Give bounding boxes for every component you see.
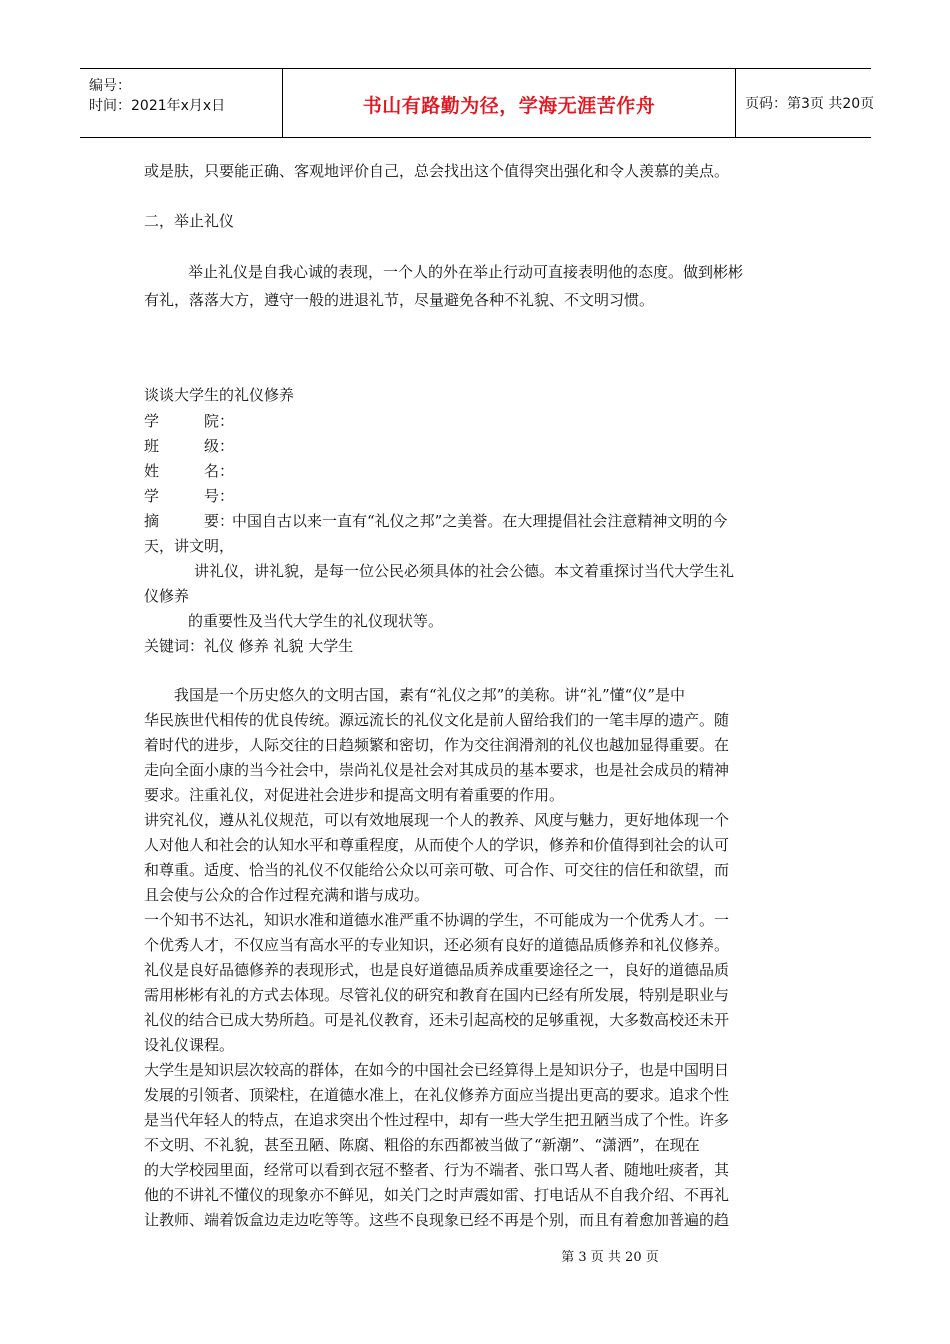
time-label: 时间：2021年x月x日	[89, 98, 226, 114]
field-label: 级：	[204, 437, 235, 455]
field-label: 学	[144, 412, 160, 430]
paragraph-continued: 或是肤，只要能正确、客观地评价自己，总会找出这个值得突出强化和令人羡慕的美点。	[144, 162, 730, 180]
field-student-id	[144, 486, 235, 506]
abstract-label: 要：	[204, 512, 235, 530]
header-meta-cell	[80, 69, 282, 137]
field-label: 名：	[204, 462, 235, 480]
number-label: 编号：	[89, 78, 131, 94]
abstract-label: 摘	[144, 512, 160, 530]
paragraph-line: 华民族世代相传的优良传统。源远流长的礼仪文化是前人留给我们的一笔丰厚的遗产。随	[144, 711, 730, 729]
header-motto-cell	[282, 69, 736, 137]
paragraph-line: 走向全面小康的当今社会中，崇尚礼仪是社会对其成员的基本要求，也是社会成员的精神	[144, 761, 730, 779]
field-name	[144, 461, 235, 481]
paragraph-line: 需用彬彬有礼的方式去体现。尽管礼仪的研究和教育在国内已经有所发展，特别是职业与	[144, 986, 730, 1004]
abstract	[144, 511, 727, 531]
paragraph-line: 设礼仪课程。	[144, 1036, 235, 1054]
paragraph-line: 有礼，落落大方，遵守一般的进退礼节，尽量避免各种不礼貌、不文明习惯。	[144, 291, 655, 309]
header-page-cell	[735, 69, 875, 137]
article-title: 谈谈大学生的礼仪修养	[144, 386, 295, 404]
paragraph-line: 让教师、端着饭盒边走边吃等等。这些不良现象已经不再是个别，而且有着愈加普遍的趋	[144, 1211, 730, 1229]
paragraph-line: 个优秀人才，不仅应当有高水平的专业知识，还必须有良好的道德品质修养和礼仪修养。	[144, 936, 730, 954]
field-class	[144, 436, 235, 456]
paragraph-line: 他的不讲礼不懂仪的现象亦不鲜见，如关门之时声震如雷、打电话从不自我介绍、不再礼	[144, 1186, 730, 1204]
field-college	[144, 411, 235, 431]
abstract-line: 仪修养	[144, 587, 190, 605]
field-label: 号：	[204, 487, 235, 505]
field-label: 学	[144, 487, 160, 505]
abstract-line: 天，讲文明，	[144, 537, 235, 555]
paragraph-line: 我国是一个历史悠久的文明古国，素有“礼仪之邦”的美称。讲“礼”懂“仪”是中	[174, 686, 686, 704]
field-label: 院：	[204, 412, 235, 430]
section-heading: 二，举止礼仪	[144, 212, 235, 230]
keywords: 关键词：礼仪 修养 礼貌 大学生	[144, 637, 354, 655]
paragraph-line: 礼仪是良好品德修养的表现形式，也是良好道德品质养成重要途径之一，良好的道德品质	[144, 961, 730, 979]
paragraph-line: 不文明、不礼貌，甚至丑陋、陈腐、粗俗的东西都被当做了“新潮”、“潇洒”，在现在	[144, 1136, 700, 1154]
page-info: 页码：第3页 共20页	[745, 96, 875, 112]
paragraph-line: 礼仪的结合已成大势所趋。可是礼仪教育，还未引起高校的足够重视，大多数高校还未开	[144, 1011, 730, 1029]
page-header	[80, 68, 875, 138]
paragraph-line: 举止礼仪是自我心诚的表现，一个人的外在举止行动可直接表明他的态度。做到彬彬	[188, 263, 744, 281]
paragraph-line: 一个知书不达礼，知识水准和道德水准严重不协调的学生，不可能成为一个优秀人才。一	[144, 911, 730, 929]
paragraph-line: 是当代年轻人的特点，在追求突出个性过程中，却有一些大学生把丑陋当成了个性。许多	[144, 1111, 730, 1129]
paragraph-line: 且会使与公众的合作过程充满和谐与成功。	[144, 886, 430, 904]
abstract-line: 讲礼仪，讲礼貌，是每一位公民必须具体的社会公德。本文着重探讨当代大学生礼	[194, 562, 735, 580]
motto: 书山有路勤为径，学海无涯苦作舟	[362, 95, 656, 117]
paragraph-line: 和尊重。适度、恰当的礼仪不仅能给公众以可亲可敬、可合作、可交往的信任和欲望，而	[144, 861, 730, 879]
paragraph-line: 讲究礼仪，遵从礼仪规范，可以有效地展现一个人的教养、风度与魅力，更好地体现一个	[144, 811, 730, 829]
field-label: 姓	[144, 462, 160, 480]
paragraph-line: 着时代的进步，人际交往的日趋频繁和密切，作为交往润滑剂的礼仪也越加显得重要。在	[144, 736, 730, 754]
paragraph-line: 的大学校园里面，经常可以看到衣冠不整者、行为不端者、张口骂人者、随地吐痰者，其	[144, 1161, 730, 1179]
abstract-line: 的重要性及当代大学生的礼仪现状等。	[188, 612, 444, 630]
paragraph-line: 要求。注重礼仪，对促进社会进步和提高文明有着重要的作用。	[144, 786, 565, 804]
paragraph-line: 发展的引领者、顶梁柱，在道德水准上，在礼仪修养方面应当提出更高的要求。追求个性	[144, 1086, 730, 1104]
field-label: 班	[144, 437, 160, 455]
page-footer: 第 3 页 共 20 页	[561, 1250, 659, 1265]
paragraph-line: 大学生是知识层次较高的群体，在如今的中国社会已经算得上是知识分子，也是中国明日	[144, 1061, 730, 1079]
abstract-text: 中国自古以来一直有“礼仪之邦”之美誉。在大理提倡社会注意精神文明的今	[232, 512, 728, 530]
paragraph-line: 人对他人和社会的认知水平和尊重程度，从而使个人的学识，修养和价值得到社会的认可	[144, 836, 730, 854]
